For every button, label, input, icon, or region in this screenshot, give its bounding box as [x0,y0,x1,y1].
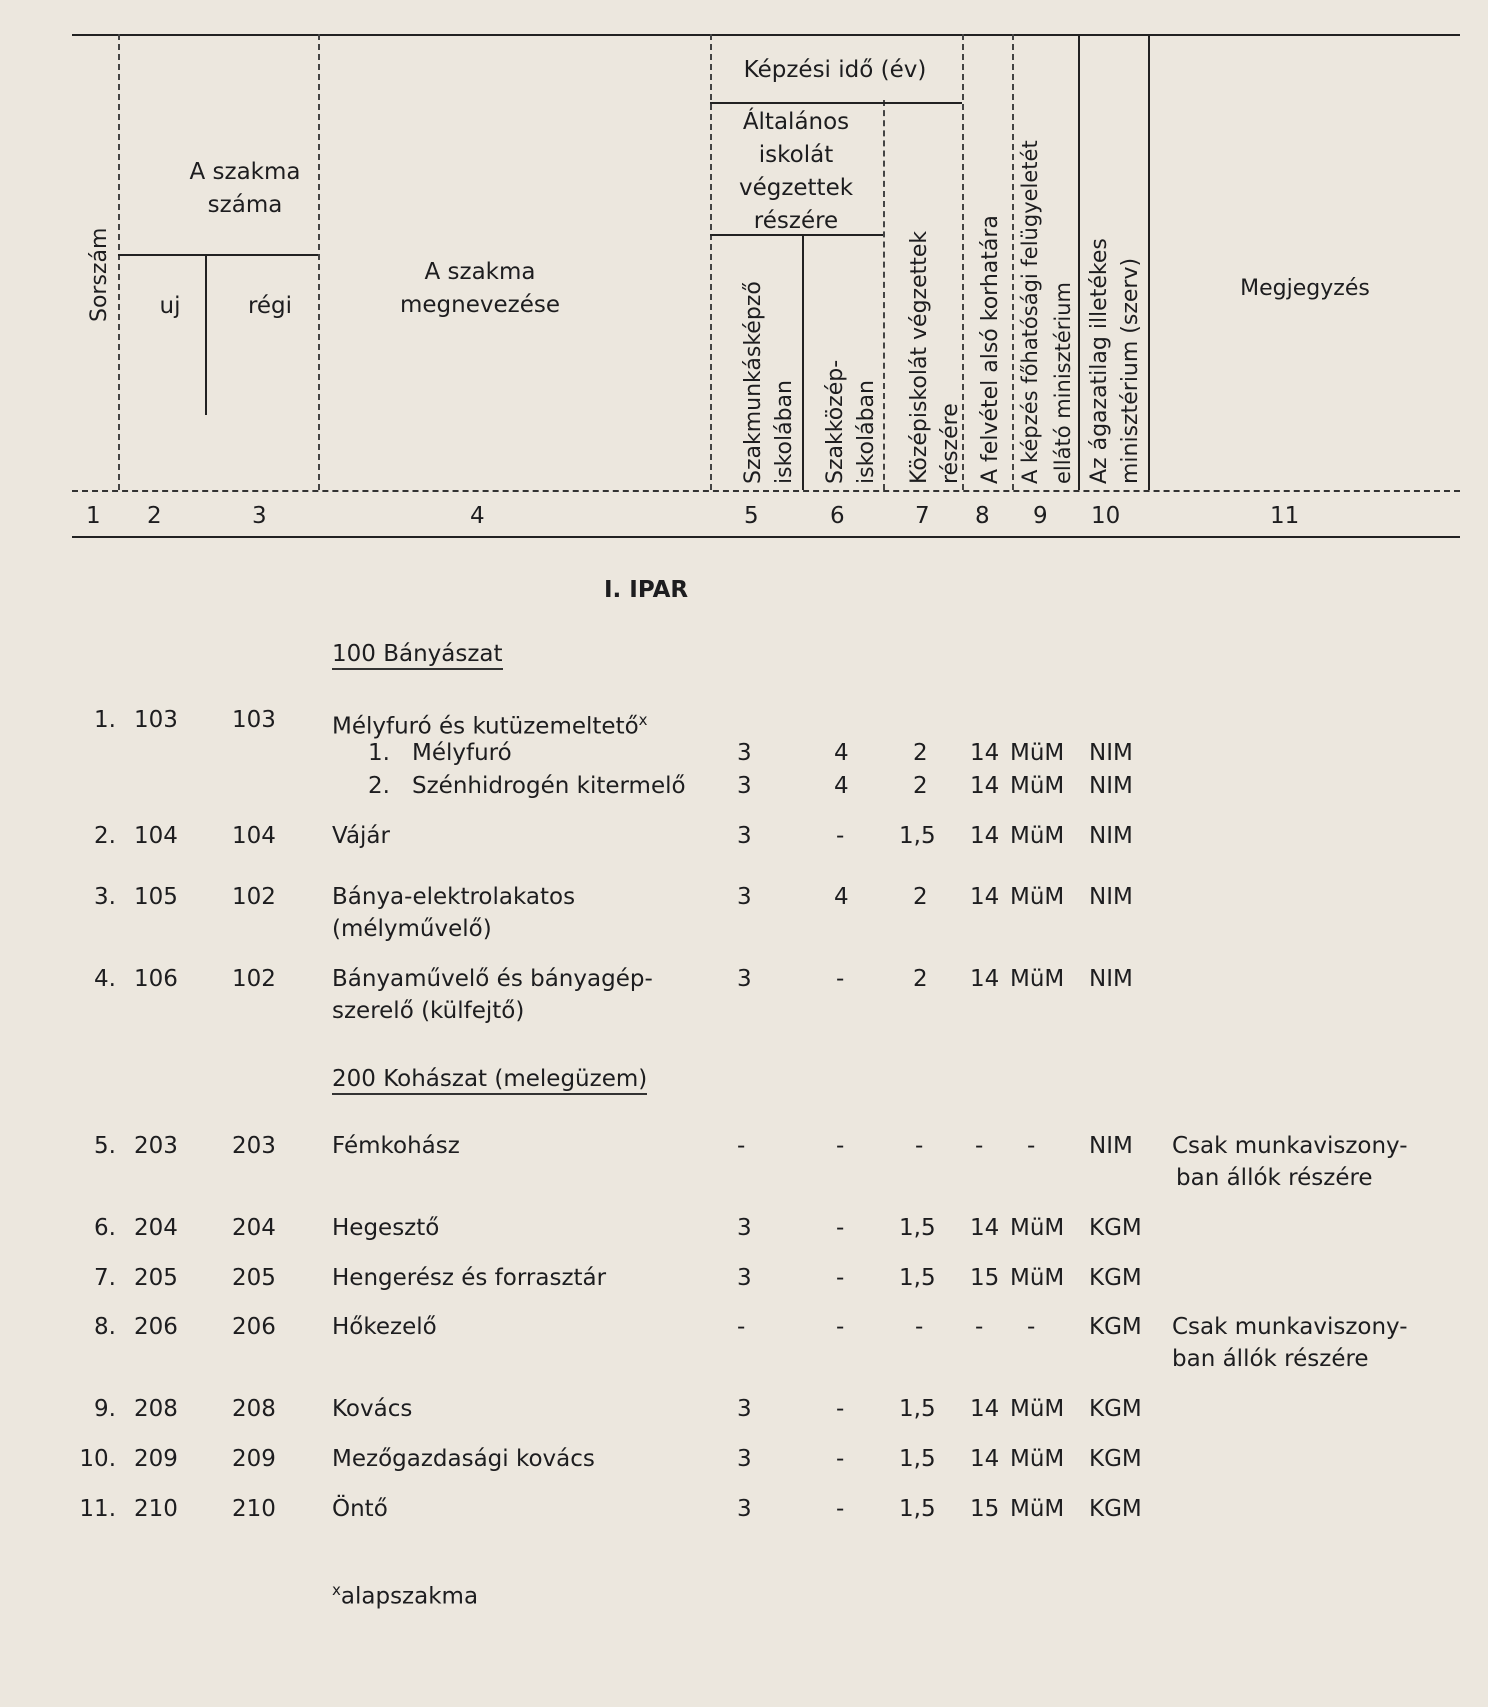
cell-regi: 210 [232,1496,276,1522]
column-number-rule [72,536,1460,538]
header-szakma-szama-line2: száma [207,192,283,218]
cell-sorszam: 1. [94,707,116,733]
cell-name: Fémkohász [332,1133,460,1159]
cell-uj: 103 [134,707,178,733]
cell-note [1172,1311,1408,1375]
header-col8: A felvétel alsó korhatára [978,215,1003,484]
cell-c8: 15 [970,1496,1000,1522]
cell-c6: 4 [834,884,849,910]
header-col10-line1: Az ágazatilag illetékes [1087,238,1112,484]
cell-c6: 4 [834,773,849,799]
cell-c7: 2 [913,884,928,910]
cell-note-line2: ban állók részére [1176,1165,1373,1191]
header-altalanos [712,106,880,238]
header-regi: régi [247,293,293,319]
cell-c9: MüM [1010,966,1065,992]
cell-c6: - [836,1314,845,1340]
cell-note-line1: Csak munkaviszony- [1172,1314,1408,1340]
header-col5 [738,281,800,484]
cell-c6: - [836,1396,845,1422]
cell-c9: MüM [1010,1446,1065,1472]
cell-c9: MüM [1010,740,1065,766]
cell-name [332,963,653,1027]
column-number: 8 [975,503,990,529]
cell-c10: KGM [1089,1314,1142,1340]
header-col6 [820,360,882,484]
header-col5-line2: iskolában [772,380,797,484]
cell-c5: 3 [737,1265,752,1291]
group-title [332,638,503,670]
header-altalanos-line1: Általános [742,109,850,135]
cell-name: Hőkezelő [332,1314,437,1340]
col-divider-5 [802,235,804,490]
header-col10-line2: minisztérium (szerv) [1118,257,1143,484]
cell-uj: 203 [134,1133,178,1159]
header-megnevezes-line2: megnevezése [399,292,560,318]
header-szakma-szama-line1: A szakma [189,159,301,185]
cell-c8: 14 [970,1396,1000,1422]
column-number: 9 [1033,503,1048,529]
cell-uj: 209 [134,1446,178,1472]
header-megjegyzes: Megjegyzés [1240,276,1370,301]
cell-name: Hegesztő [332,1215,440,1241]
cell-c7: 1,5 [899,823,936,849]
cell-c10: NIM [1089,1133,1133,1159]
cell-uj: 205 [134,1265,178,1291]
cell-c7: 2 [913,773,928,799]
footnote-text: alapszakma [340,1583,479,1610]
cell-c6: - [836,1446,845,1472]
cell-c9: - [1027,1314,1036,1340]
header-megnevezes-line1: A szakma [424,259,536,285]
col-divider-6 [883,100,885,490]
column-number: 2 [147,503,162,529]
cell-c5: 3 [737,1446,752,1472]
cell-c6: - [836,1215,845,1241]
cell-c5: - [737,1314,746,1340]
cell-c9: MüM [1010,1496,1065,1522]
header-col5-line1: Szakmunkásképző [741,281,766,484]
column-number: 7 [915,503,930,529]
cell-c10: KGM [1089,1396,1142,1422]
cell-c8: 15 [970,1265,1000,1291]
cell-sorszam: 3. [94,884,116,910]
cell-c7: 2 [913,966,928,992]
cell-name-text: Mélyfuró és kutüzemeltető [332,713,639,740]
cell-sorszam: 6. [94,1215,116,1241]
cell-name: Mezőgazdasági kovács [332,1446,595,1472]
cell-c8: 14 [970,823,1000,849]
cell-c10: KGM [1089,1446,1142,1472]
cell-sorszam: 11. [79,1496,116,1522]
column-number: 4 [470,503,485,529]
header-altalanos-line3: végzettek [738,175,854,201]
cell-regi: 203 [232,1133,276,1159]
header-bottom-rule [72,490,1460,492]
cell-c9: MüM [1010,1265,1065,1291]
cell-c5: 3 [737,1496,752,1522]
cell-c10: NIM [1089,884,1133,910]
cell-c7: 1,5 [899,1446,936,1472]
cell-c10: NIM [1089,740,1133,766]
cell-c10: KGM [1089,1215,1142,1241]
cell-c6: - [836,1496,845,1522]
cell-name: Vájár [332,823,390,849]
group-title [332,1063,647,1095]
cell-name: Hengerész és forrasztár [332,1265,607,1291]
header-col7-line2: részére [938,403,963,484]
cell-c10: NIM [1089,823,1133,849]
cell-c7: - [915,1133,924,1159]
cell-sorszam: 8. [94,1314,116,1340]
header-megnevezes [380,256,580,322]
cell-name-line1: Bányaművelő és bányagép- [332,966,653,992]
header-altalanos-line4: részére [753,208,839,234]
cell-name: Mélyfuró [412,740,512,766]
cell-regi: 208 [232,1396,276,1422]
header-sorszam: Sorszám [87,227,112,322]
column-number: 5 [744,503,759,529]
footnote [332,1574,478,1613]
cell-c6: 4 [834,740,849,766]
cell-c9: MüM [1010,884,1065,910]
cell-c8: - [975,1133,984,1159]
cell-name-line2: szerelő (külfejtő) [332,998,525,1024]
cell-regi: 103 [232,707,276,733]
cell-sorszam: 5. [94,1133,116,1159]
cell-name-line2: (mélyművelő) [332,916,492,942]
header-szakma-szama [160,156,330,222]
cell-sorszam: 4. [94,966,116,992]
footnote-mark: x [638,711,648,729]
cell-uj: 206 [134,1314,178,1340]
cell-regi: 209 [232,1446,276,1472]
column-number: 1 [86,503,101,529]
cell-c6: - [836,966,845,992]
cell-c9: MüM [1010,1215,1065,1241]
group-title-text: 200 Kohászat (melegüzem) [332,1066,647,1095]
group-title-text: 100 Bányászat [332,641,503,670]
cell-sorszam: 10. [79,1446,116,1472]
top-rule [72,34,1460,36]
cell-c7: 1,5 [899,1265,936,1291]
header-col7 [904,231,966,484]
footnote-mark: x [332,1581,341,1599]
column-number: 3 [252,503,267,529]
cell-c5: 3 [737,740,752,766]
cell-name-line1: Bánya-elektrolakatos [332,884,576,910]
cell-c5: 3 [737,1396,752,1422]
cell-c7: 1,5 [899,1215,936,1241]
cell-c7: 1,5 [899,1396,936,1422]
cell-c7: 1,5 [899,1496,936,1522]
cell-c5: 3 [737,823,752,849]
cell-c10: KGM [1089,1265,1142,1291]
cell-c5: 3 [737,773,752,799]
cell-c9: MüM [1010,823,1065,849]
cell-regi: 204 [232,1215,276,1241]
cell-c5: 3 [737,884,752,910]
column-number: 11 [1270,503,1300,529]
header-uj: uj [159,293,181,319]
cell-name: Szénhidrogén kitermelő [412,773,686,799]
cell-uj: 106 [134,966,178,992]
col-divider-1 [118,34,120,490]
header-kepzesi-ido: Képzési idő (év) [743,57,927,83]
cell-c8: 14 [970,1215,1000,1241]
cell-c9: - [1027,1133,1036,1159]
cell-regi: 102 [232,966,276,992]
cell-sub-number: 2. [368,773,390,799]
cell-c7: - [915,1314,924,1340]
cell-uj: 208 [134,1396,178,1422]
cell-sorszam: 7. [94,1265,116,1291]
header-col9 [1014,140,1080,484]
cell-note-line2: ban állók részére [1172,1346,1369,1372]
cell-regi: 102 [232,884,276,910]
cell-c10: KGM [1089,1496,1142,1522]
cell-sub-number: 1. [368,740,390,766]
cell-c8: 14 [970,884,1000,910]
cell-c5: 3 [737,966,752,992]
cell-uj: 210 [134,1496,178,1522]
cell-c9: MüM [1010,773,1065,799]
cell-note-line1: Csak munkaviszony- [1172,1133,1408,1159]
header-col7-line1: Középiskolát végzettek [907,230,932,484]
header-col6-line2: iskolában [854,380,879,484]
header-col9-line2: ellátó minisztérium [1051,281,1075,484]
cell-c8: 14 [970,773,1000,799]
kepzesi-ido-rule [710,102,962,104]
cell-name: Kovács [332,1396,413,1422]
header-col9-line1: A képzés főhatósági felügyeletét [1018,140,1042,484]
cell-c10: NIM [1089,966,1133,992]
cell-regi: 205 [232,1265,276,1291]
cell-uj: 105 [134,884,178,910]
section-title: I. IPAR [604,577,689,603]
cell-c10: NIM [1089,773,1133,799]
cell-c8: 14 [970,1446,1000,1472]
cell-name [332,881,575,945]
cell-c5: 3 [737,1215,752,1241]
header-col6-line1: Szakközép- [823,359,848,484]
cell-sorszam: 9. [94,1396,116,1422]
col-divider-3 [318,34,320,490]
cell-uj: 104 [134,823,178,849]
column-number: 6 [830,503,845,529]
cell-c8: - [975,1314,984,1340]
col-divider-2 [205,255,207,415]
cell-name: Öntő [332,1496,388,1522]
cell-note [1172,1130,1408,1194]
cell-c8: 14 [970,966,1000,992]
cell-sorszam: 2. [94,823,116,849]
cell-regi: 104 [232,823,276,849]
cell-c8: 14 [970,740,1000,766]
cell-c6: - [836,1133,845,1159]
cell-uj: 204 [134,1215,178,1241]
cell-c5: - [737,1133,746,1159]
cell-regi: 206 [232,1314,276,1340]
cell-c7: 2 [913,740,928,766]
cell-c6: - [836,823,845,849]
column-number: 10 [1091,503,1121,529]
col-divider-10 [1148,34,1150,490]
cell-c9: MüM [1010,1396,1065,1422]
header-col10 [1084,238,1146,484]
cell-c6: - [836,1265,845,1291]
header-altalanos-line2: iskolát [758,142,834,168]
szakma-szama-rule [118,254,318,256]
